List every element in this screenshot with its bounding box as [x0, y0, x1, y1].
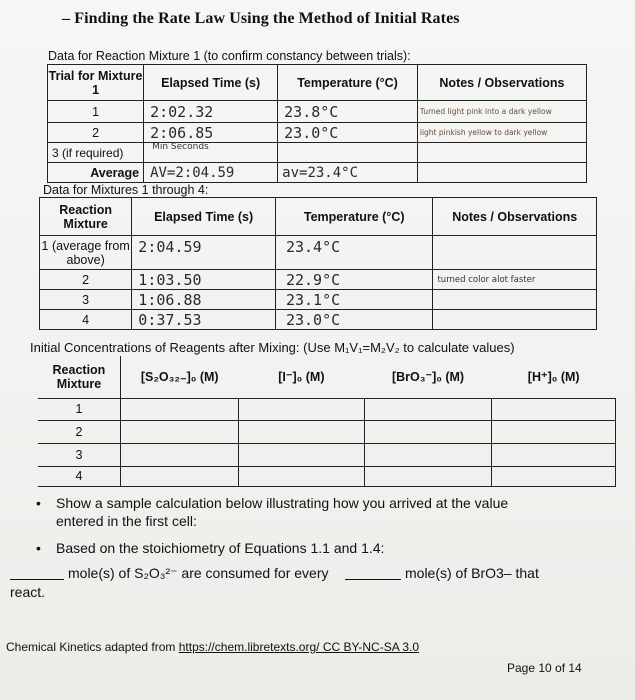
table-row: [40, 236, 597, 270]
table3-row1-label: 1: [38, 398, 120, 420]
libretexts-link[interactable]: https://chem.libretexts.org/: [178, 640, 320, 654]
table2-row4-label: 4: [40, 310, 132, 330]
bullet-dot: •: [36, 495, 41, 511]
table3-header-iodide: [I⁻]₀ (M): [239, 356, 365, 398]
table-row: [38, 420, 616, 443]
table2-row3-label: 3: [40, 290, 132, 310]
table2-row4-elapsed: 0:37.53: [132, 310, 276, 330]
table-row: [48, 163, 587, 183]
table3-caption: Initial Concentrations of Reagents after Mixing: (Use M₁V₁=M₂V₂ to calculate values): [30, 340, 515, 355]
table1-row2-notes: light pinkish yellow to dark yellow: [417, 123, 586, 143]
table3-row3-hplus[interactable]: [492, 443, 616, 466]
table2-header-mixture: Reaction Mixture: [40, 198, 132, 236]
bullet-dot: •: [36, 540, 41, 556]
table2-row2-temp: 22.9°C: [275, 270, 433, 290]
table1-row3-notes: [417, 143, 586, 163]
bullet2-end: react.: [10, 584, 46, 600]
table1-row1-temp: 23.8°C: [278, 101, 418, 123]
license-link[interactable]: CC BY-NC-SA 3.0: [319, 640, 420, 654]
blank-line-2[interactable]: [345, 579, 401, 580]
table2-row2-label: 2: [40, 270, 132, 290]
bullet2-line1: Based on the stoichiometry of Equations 1.1 and 1.4:: [56, 540, 385, 556]
table3-row2-iodide[interactable]: [239, 420, 365, 443]
table1-header-temp: Temperature (°C): [278, 65, 418, 101]
table2-row3-elapsed: 1:06.88: [132, 290, 276, 310]
table-row: [48, 101, 587, 123]
table2-row3-temp: 23.1°C: [275, 290, 433, 310]
table1-header-notes: Notes / Observations: [417, 65, 586, 101]
table-initial-concentrations: [38, 356, 616, 487]
table2-row2-elapsed: 1:03.50: [132, 270, 276, 290]
table3-row4-hplus[interactable]: [492, 466, 616, 486]
table3-header-mixture: Reaction Mixture: [38, 356, 120, 398]
table3-row1-s2o3[interactable]: [120, 398, 238, 420]
table3-row4-bro3[interactable]: [364, 466, 492, 486]
table1-header-elapsed: Elapsed Time (s): [144, 65, 278, 101]
table1-caption: Data for Reaction Mixture 1 (to confirm constancy between trials):: [48, 49, 411, 63]
table-row: [38, 443, 616, 466]
table3-row4-label: 4: [38, 466, 120, 486]
blank-line-1[interactable]: [10, 579, 64, 580]
table-row: [38, 398, 616, 420]
table3-header-s2o3: [S₂O₃₂₋]₀ (M): [120, 356, 238, 398]
table3-row1-hplus[interactable]: [492, 398, 616, 420]
table2-caption: Data for Mixtures 1 through 4:: [43, 183, 209, 197]
table3-row4-s2o3[interactable]: [120, 466, 238, 486]
table2-row1-elapsed: 2:04.59: [132, 236, 276, 270]
table3-header-bro3: [BrO₃⁻]₀ (M): [364, 356, 492, 398]
table-row: [38, 466, 616, 486]
table3-row2-hplus[interactable]: [492, 420, 616, 443]
bullet1-line2: entered in the first cell:: [56, 513, 197, 529]
table3-row1-bro3[interactable]: [364, 398, 492, 420]
table1-row2-temp: 23.0°C: [278, 123, 418, 143]
page-number: Page 10 of 14: [507, 661, 582, 675]
table3-row3-label: 3: [38, 443, 120, 466]
bullet2-mid1: mole(s) of S₂O₃²⁻ are consumed for every: [68, 565, 329, 581]
table-row: [40, 270, 597, 290]
table-mixture1: [47, 64, 587, 183]
table3-row2-bro3[interactable]: [364, 420, 492, 443]
table1-header-trial: Trial for Mixture 1: [48, 65, 144, 101]
attribution-prefix: Chemical Kinetics adapted from: [6, 640, 179, 654]
bullet2-mid2: mole(s) of BrO3– that: [405, 565, 539, 581]
table2-row4-temp: 23.0°C: [275, 310, 433, 330]
page-title: – Finding the Rate Law Using the Method of Initial Rates: [62, 10, 460, 27]
bullet1-line1: Show a sample calculation below illustrating how you arrived at the value: [56, 495, 509, 511]
table1-row3-label: 3 (if required): [48, 143, 144, 163]
table1-average-elapsed: AV=2:04.59: [144, 163, 278, 183]
table1-average-notes: [417, 163, 586, 183]
table1-row3-temp: [278, 143, 418, 163]
table-mixtures-1-4: [39, 197, 597, 330]
table1-row2-label: 2: [48, 123, 144, 143]
table3-row2-s2o3[interactable]: [120, 420, 238, 443]
table2-row4-notes: [433, 310, 597, 330]
table-row: [40, 310, 597, 330]
table-row: [48, 143, 587, 163]
table3-row2-label: 2: [38, 420, 120, 443]
table3-row3-s2o3[interactable]: [120, 443, 238, 466]
table-row: [40, 290, 597, 310]
table2-row3-notes: [433, 290, 597, 310]
table1-row1-elapsed: 2:02.32: [144, 101, 278, 123]
table1-row2-elapsed: 2:06.85: [144, 123, 278, 143]
table1-row1-label: 1: [48, 101, 144, 123]
table2-row1-notes: [433, 236, 597, 270]
table2-row1-temp: 23.4°C: [275, 236, 433, 270]
attribution: [6, 640, 419, 654]
table2-row1-label: 1 (average from above): [40, 236, 132, 270]
table2-row2-notes: turned color alot faster: [433, 270, 597, 290]
table3-row3-iodide[interactable]: [239, 443, 365, 466]
table3-header-hplus: [H⁺]₀ (M): [492, 356, 616, 398]
table1-row1-notes: Turned light pink into a dark yellow: [417, 101, 586, 123]
table3-row1-iodide[interactable]: [239, 398, 365, 420]
table2-header-notes: Notes / Observations: [433, 198, 597, 236]
table1-average-label: Average: [48, 163, 144, 183]
table2-header-temp: Temperature (°C): [275, 198, 433, 236]
table3-row3-bro3[interactable]: [364, 443, 492, 466]
table1-average-temp: av=23.4°C: [278, 163, 418, 183]
table1-row3-elapsed: Min Seconds: [144, 143, 278, 163]
table3-row4-iodide[interactable]: [239, 466, 365, 486]
table-row: [48, 123, 587, 143]
table2-header-elapsed: Elapsed Time (s): [132, 198, 276, 236]
